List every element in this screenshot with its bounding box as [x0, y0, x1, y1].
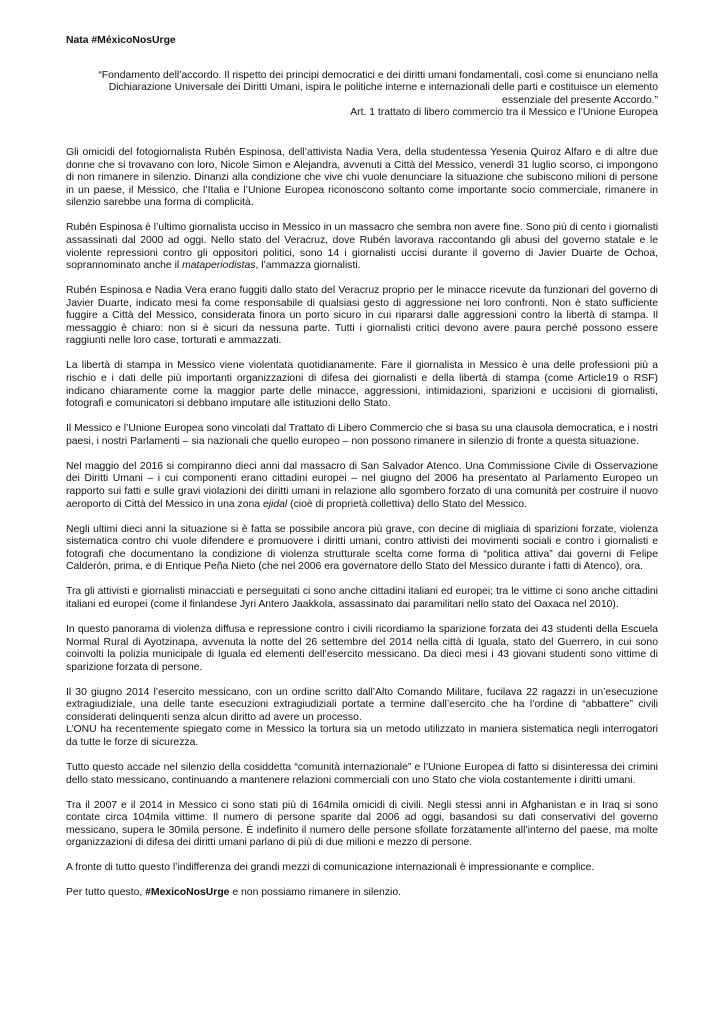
quote-source: Art. 1 trattato di libero commercio tra il Messico e l’Unione Europea — [350, 107, 658, 119]
paragraph-11: Tutto questo accade nel silenzio della cosiddetta “comunità internazionale” e l’Unione Europea di fatto si disinteressa dei crimini dello stato messicano, continuando a mantenere relazioni commerciali con uno Stato che viola costantemente i diritti umani. — [66, 762, 658, 786]
epigraph-quote — [66, 70, 658, 120]
paragraph-3: Rubén Espinosa e Nadia Vera erano fuggiti dallo stato del Veracruz proprio per le minacce ricevute da funzionari del governo di Javier Duarte, indicato mesi fa come responsabile di qualsiasi gesto di aggressione nei loro confronti. Non è stato sufficiente fuggire a Città del Messico, considerata finora un porto sicuro in cui ripararsi dalle aggressioni contro la libertà di stampa. Il messaggio è chiaro: non si è sicuri da nessuna parte. Tutti i giornalisti critici devono avere paura perché possono essere raggiunti nelle loro case, torturati e ammazzati. — [66, 285, 658, 347]
paragraph-14-text: Per tutto questo, — [66, 887, 146, 899]
hashtag-mexiconosurge: #MexicoNosUrge — [145, 887, 230, 899]
paragraph-9: In questo panorama di violenza diffusa e repressione contro i civili ricordiamo la sparizione forzata dei 43 studenti della Escuela Normal Rural di Ayotzinapa, avvenuta la notte del 26 settembre del 2014 nella città di Iguala, stato del Guerrero, in cui sono coinvolti la polizia municipale di Iguala ed elementi dell’esercito messicano. Da dieci mesi i 43 giovani studenti sono vittime di sparizione forzata di persone. — [66, 623, 658, 673]
paragraph-14 — [66, 887, 658, 900]
paragraph-6 — [66, 461, 658, 511]
document-body — [66, 147, 658, 900]
paragraph-2-text: Rubén Espinosa è l’ultimo giornalista ucciso in Messico in un massacro che sembra non avere fine. Sono più di cento i giornalisti assassinati dal 2000 ad oggi. Nello stato del Veracruz, dove Rubén lavorava raccontando gli abusi del governo statale e le violente repressioni contro gli oppositori politici, sono 14 i giornalisti uccisi durante il governo di Javier Duarte de Ochoa, soprannominato anche il — [66, 222, 658, 272]
paragraph-6-text-end: (cioè di proprietà collettiva) dello Stato del Messico. — [287, 498, 527, 510]
paragraph-7: Negli ultimi dieci anni la situazione si è fatta se possibile ancora più grave, con decine di migliaia di sparizioni forzate, violenza sistematica contro chi vuole difendere e promuovere i diritti umani, contro attivisti dei movimenti sociali e contro i giornalisti e fotografi che documentano la condizione di violenza strutturale scelta come forma di “politica attiva” dai governi di Felipe Calderón, prima, e di Enrique Peña Nieto (che nel 2006 era governatore dello Stato del Messico durante i fatti di Atenco), ora. — [66, 523, 658, 573]
paragraph-12: Tra il 2007 e il 2014 in Messico ci sono stati più di 164mila omicidi di civili. Negli stessi anni in Afghanistan e in Iraq si sono contate circa 104mila vittime. Il numero di persone sparite dal 2006 ad oggi, basandosi su dati conservativi del governo messicano, supera le 30mila persone. È indefinito il numero delle persone sfollate forzatamente all’interno del paese, ma molte organizzazioni di difesa dei diritti umani parlano di più di due milioni e mezzo di persone. — [66, 799, 658, 849]
paragraph-13: A fronte di tutto questo l’indifferenza dei grandi mezzi di comunicazione internazionali è impressionante e complice. — [66, 862, 595, 874]
paragraph-10-line-2: L’ONU ha recentemente spiegato come in Messico la tortura sia un metodo utilizzato in maniera sistematica negli interrogatori da tutte le forze di sicurezza. — [66, 724, 658, 749]
paragraph-4: La libertà di stampa in Messico viene violentata quotidianamente. Fare il giornalista in Messico è una delle professioni più a rischio e i dati delle più importanti organizzazioni di difesa dei giornalisti e della libertà di stampa (come Article19 o RSF) indicano chiaramente come la maggior parte delle minacce, aggressioni, intimidazioni, sparizioni e uccisioni di giornalisti, fotografi e comunicatori si debbano imputare alle istituzioni dello Stato. — [66, 360, 658, 410]
paragraph-10-line-1: Il 30 giugno 2014 l’esercito messicano, con un ordine scritto dall’Alto Comando Militare, fucilava 22 ragazzi in un’esecuzione extragiudiziale, una delle tante esecuzioni extragiudiziali portate a termine dall’esercito che ha l’ordine di “abbattere” civili considerati delinquenti senza alcun diritto ad avere un processo. — [66, 686, 658, 723]
paragraph-6-italic: ejidal — [262, 498, 288, 510]
paragraph-1: Gli omicidi del fotogiornalista Rubén Espinosa, dell’attivista Nadia Vera, della studentessa Yesenia Quiroz Alfaro e di altre due donne che si trovavano con loro, Nicole Simon e Alejandra, avvenuti a Città del Messico, venerdì 31 luglio scorso, ci impongono di non rimanere in silenzio. Dinanzi alla condizione che vive chi vuole denunciare la situazione che subiscono milioni di persone in un paese, il Messico, che l’Italia e l’Unione Europea riconoscono soltanto come importante socio commerciale, rimanere in silenzio sarebbe una forma di complicità. — [66, 146, 658, 209]
quote-text: “Fondamento dell’accordo. Il rispetto dei principi democratici e dei diritti umani fondamentali, così come si enunciano nella Dichiarazione Universale dei Diritti Umani, ispira le politiche interne e internazionali delle parti e costituisce un elemento essenziale del presente Accordo.” — [98, 69, 658, 106]
paragraph-14-text-end: e non possiamo rimanere in silenzio. — [229, 887, 401, 899]
paragraph-8: Tra gli attivisti e giornalisti minacciati e perseguitati ci sono anche cittadini italiani ed europei; tra le vittime ci sono anche cittadini italiani ed europei (come il finlandese Jyri Antero Jaakkola, assassinato dai paramilitari nello stato del Oaxaca nel 2010). — [66, 586, 658, 610]
paragraph-6-text: Nel maggio del 2016 si compiranno dieci anni dal massacro di San Salvador Atenco. Una Commissione Civile di Osservazione dei Diritti Umani – i cui componenti erano cittadini europei – nel giugno del 2006 ha presentato al Parlamento Europeo un rapporto sui fatti e sulle gravi violazioni dei diritti umani in relazione allo sgombero forzato di una comunità per costruire il nuovo aeroporto di Città del Messico in una zona — [66, 460, 658, 510]
paragraph-2-italic: mataperiodistas — [182, 260, 256, 272]
paragraph-5: Il Messico e l’Unione Europea sono vincolati dal Trattato di Libero Commercio che si basa su una clausola democratica, e i nostri paesi, i nostri Parlamenti – sia nazionali che quello europeo – non possono rimanere in silenzio di fronte a questa situazione. — [66, 423, 658, 447]
document-title: Nata #MéxicoNosUrge — [66, 35, 176, 46]
paragraph-2-text-end: , l’ammazza giornalisti. — [255, 260, 361, 272]
paragraph-10 — [66, 687, 658, 750]
paragraph-2 — [66, 222, 658, 272]
